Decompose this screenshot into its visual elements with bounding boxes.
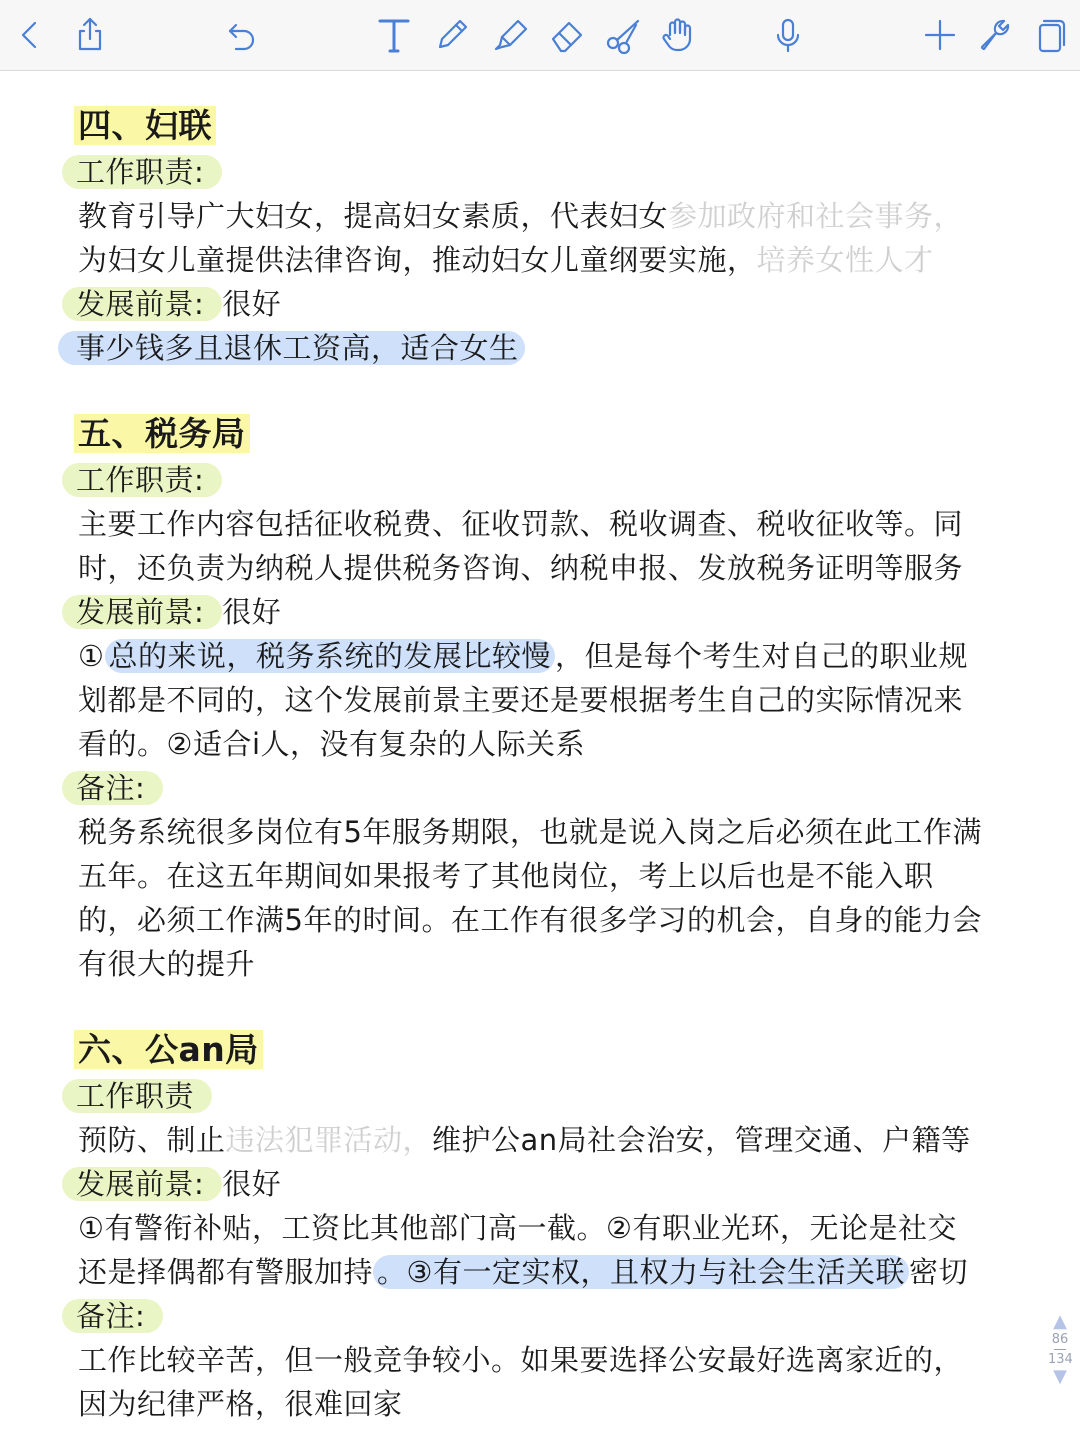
remark-label: 备注:	[78, 768, 163, 808]
page-up-icon[interactable]: ▲	[1053, 1311, 1067, 1332]
duty-text: 时，还负责为纳税人提供税务咨询、纳税申报、发放税务证明等服务	[78, 551, 964, 585]
section-heading: 六、公an局	[78, 1030, 263, 1070]
prospect-line: 发展前景: 很好	[78, 592, 281, 632]
scissors-icon[interactable]	[602, 12, 646, 58]
plus-icon[interactable]	[918, 12, 962, 58]
back-icon[interactable]	[8, 12, 52, 58]
duty-label: 工作职责:	[78, 152, 222, 192]
text-tool-icon[interactable]	[372, 12, 416, 58]
undo-icon[interactable]	[220, 12, 264, 58]
remark-text: 的，必须工作满5年的时间。在工作有很多学习的机会，自身的能力会	[78, 903, 982, 937]
section-heading: 四、妇联	[78, 106, 216, 146]
remark-text: 五年。在这五年期间如果报考了其他岗位，考上以后也是不能入职	[78, 859, 934, 893]
note-page	[0, 70, 1080, 1440]
prospect-text: ① 总的来说，税务系统的发展比较慢 ，但是每个考生对自己的职业规	[78, 639, 969, 673]
prospect-text: 划都是不同的，这个发展前景主要还是要根据考生自己的实际情况来	[78, 683, 964, 717]
total-pages: 134	[1048, 1352, 1073, 1367]
pages-icon[interactable]	[1028, 12, 1072, 58]
page-divider	[1054, 1349, 1066, 1350]
prospect-line: 发展前景: 很好	[78, 284, 281, 324]
duty-label: 工作职责:	[78, 460, 222, 500]
prospect-line: 发展前景: 很好	[78, 1164, 281, 1204]
remark-text: 因为纪律严格，很难回家	[78, 1387, 403, 1421]
duty-text: 教育引导广大妇女，提高妇女素质，代表妇女参加政府和社会事务，	[78, 199, 964, 233]
share-icon[interactable]	[68, 12, 112, 58]
page-indicator[interactable]	[1048, 1312, 1072, 1387]
remark-label: 备注:	[78, 1296, 163, 1336]
remark-text: 有很大的提升	[78, 947, 256, 981]
eraser-icon[interactable]	[545, 12, 589, 58]
current-page: 86	[1051, 1332, 1069, 1347]
remark-text: 工作比较辛苦，但一般竞争较小。如果要选择公安最好选离家近的，	[78, 1343, 964, 1377]
wrench-icon[interactable]	[972, 12, 1016, 58]
prospect-text: 还是择偶都有警服加持 。③有一定实权，且权力与社会生活关联 密切	[78, 1255, 969, 1289]
microphone-icon[interactable]	[766, 12, 810, 58]
highlighter-icon[interactable]	[488, 12, 532, 58]
prospect-text: 看的。②适合i人，没有复杂的人际关系	[78, 727, 586, 761]
duty-label: 工作职责	[78, 1076, 212, 1116]
hand-icon[interactable]	[656, 12, 700, 58]
duty-text: 预防、制止违法犯罪活动，维护公an局社会治安，管理交通、户籍等	[78, 1123, 971, 1157]
duty-text: 为妇女儿童提供法律咨询，推动妇女儿童纲要实施，培养女性人才	[78, 243, 934, 277]
pen-icon[interactable]	[430, 12, 474, 58]
page-down-icon[interactable]: ▼	[1053, 1366, 1067, 1387]
toolbar	[0, 0, 1080, 71]
prospect-text: ①有警衔补贴，工资比其他部门高一截。②有职业光环，无论是社交	[78, 1211, 957, 1245]
remark-text: 税务系统很多岗位有5年服务期限，也就是说入岗之后必须在此工作满	[78, 815, 982, 849]
section-heading: 五、税务局	[78, 414, 250, 454]
duty-text: 主要工作内容包括征收税费、征收罚款、税收调查、税收征收等。同	[78, 507, 964, 541]
highlight-note: 事少钱多且退休工资高，适合女生	[78, 328, 525, 368]
